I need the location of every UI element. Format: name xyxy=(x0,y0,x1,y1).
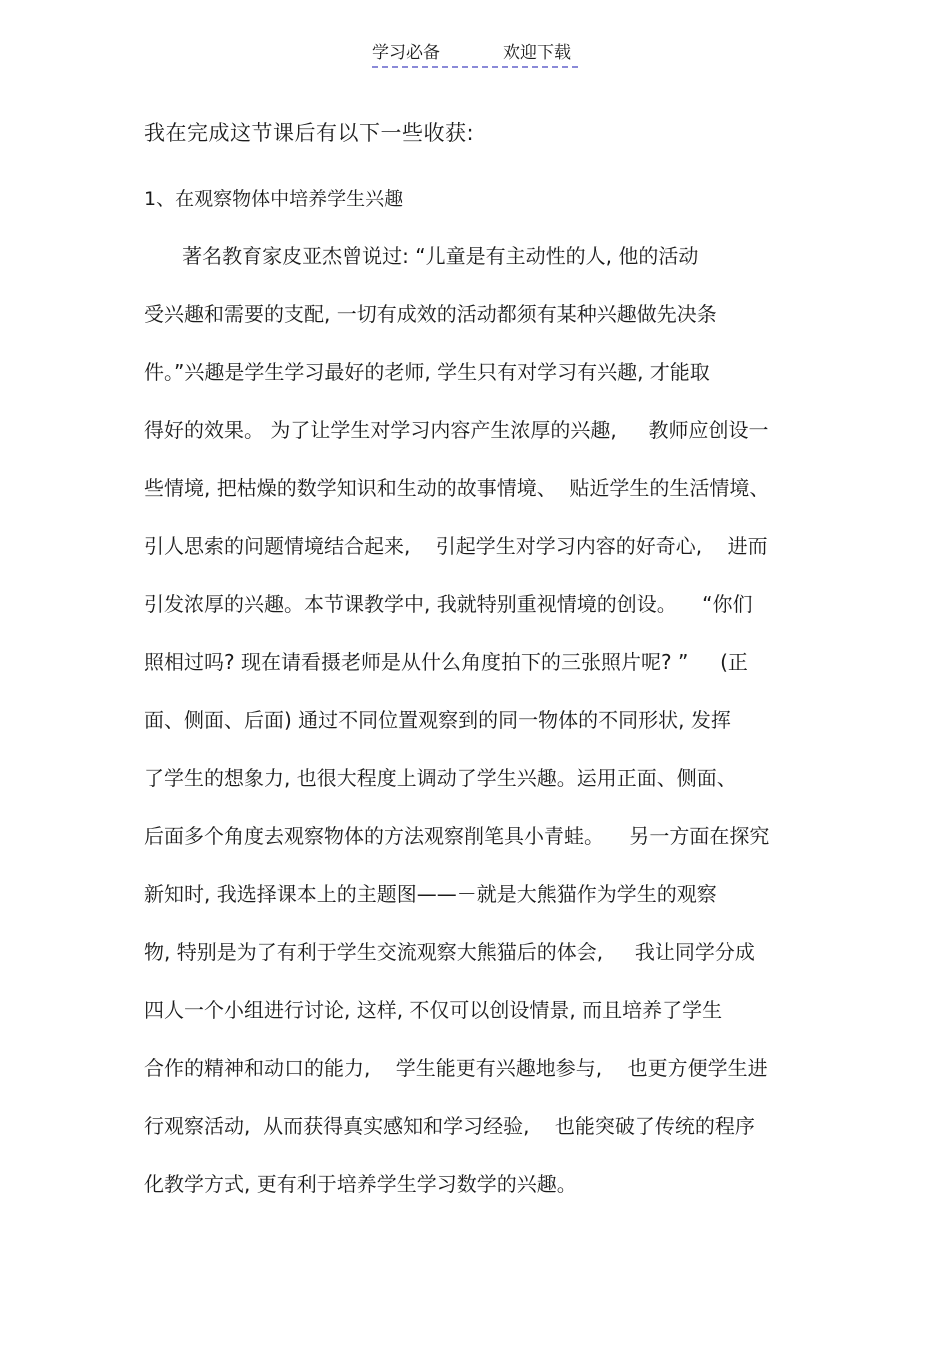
page-header xyxy=(372,40,578,68)
paragraph-line: 新知时, 我选择课本上的主题图——－就是大熊猫作为学生的观察 xyxy=(144,882,717,906)
section-heading: 我在完成这节课后有以下一些收获: xyxy=(144,121,475,145)
paragraph-line: 化教学方式, 更有利于培养学生学习数学的兴趣。 xyxy=(144,1172,577,1196)
header-left-text: 学习必备 xyxy=(372,43,440,63)
paragraph-line: 引人思索的问题情境结合起来, 引起学生对学习内容的好奇心, 进而 xyxy=(144,534,768,558)
paragraph-line: 面、侧面、后面) 通过不同位置观察到的同一物体的不同形状, 发挥 xyxy=(144,708,731,732)
paragraph-line: 些情境, 把枯燥的数学知识和生动的故事情境、 贴近学生的生活情境、 xyxy=(144,476,770,500)
paragraph-line: 著名教育家皮亚杰曾说过: “儿童是有主动性的人, 他的活动 xyxy=(144,244,699,268)
header-right-text: 欢迎下载 xyxy=(503,43,571,63)
paragraph-line: 四人一个小组进行讨论, 这样, 不仅可以创设情景, 而且培养了学生 xyxy=(144,998,723,1022)
paragraph-line: 引发浓厚的兴趣。本节课教学中, 我就特别重视情境的创设。 “你们 xyxy=(144,592,753,616)
paragraph-line: 行观察活动, 从而获得真实感知和学习经验, 也能突破了传统的程序 xyxy=(144,1114,755,1138)
paragraph-line: 得好的效果。 为了让学生对学习内容产生浓厚的兴趣, 教师应创设一 xyxy=(144,418,769,442)
paragraph-line: 物, 特别是为了有利于学生交流观察大熊猫后的体会, 我让同学分成 xyxy=(144,940,755,964)
paragraph-line: 后面多个角度去观察物体的方法观察削笔具小青蛙。 另一方面在探究 xyxy=(144,824,770,848)
paragraph-line: 受兴趣和需要的支配, 一切有成效的活动都须有某种兴趣做先决条 xyxy=(144,302,717,326)
section-subheading: 1、在观察物体中培养学生兴趣 xyxy=(144,188,404,210)
paragraph-line: 件。”兴趣是学生学习最好的老师, 学生只有对学习有兴趣, 才能取 xyxy=(144,360,710,384)
paragraph-line: 合作的精神和动口的能力, 学生能更有兴趣地参与, 也更方便学生进 xyxy=(144,1056,768,1080)
paragraph-line: 了学生的想象力, 也很大程度上调动了学生兴趣。运用正面、侧面、 xyxy=(144,766,737,790)
paragraph-line: 照相过吗? 现在请看摄老师是从什么角度拍下的三张照片呢? ” (正 xyxy=(144,650,748,674)
